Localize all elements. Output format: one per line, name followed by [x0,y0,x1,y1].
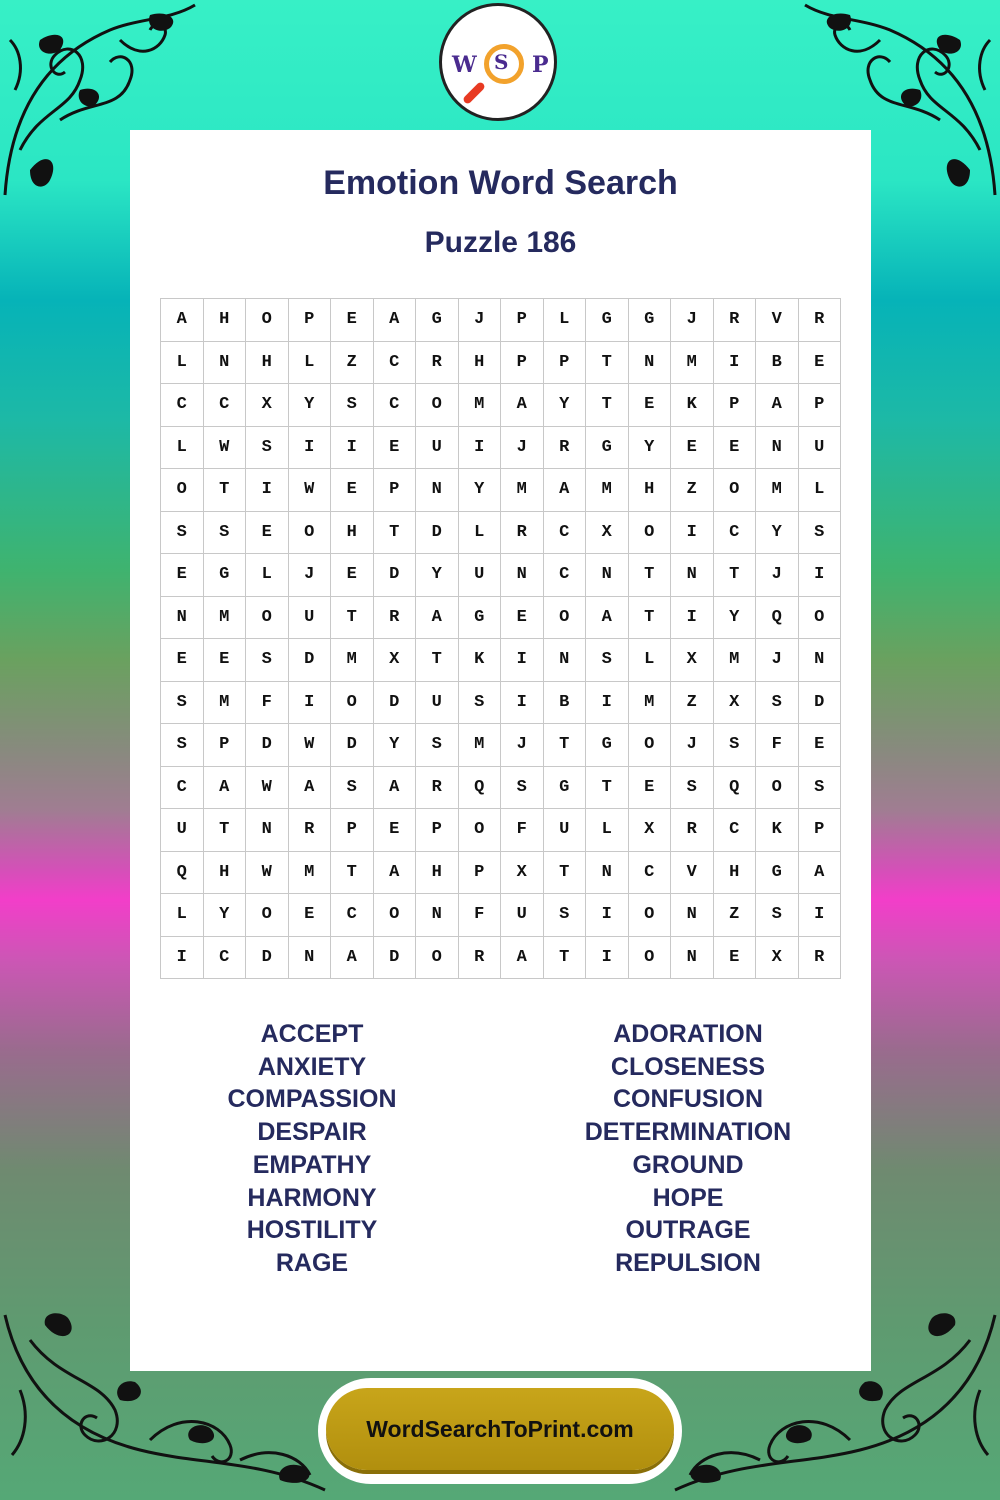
grid-cell[interactable]: I [586,937,629,980]
grid-cell[interactable]: N [289,937,332,980]
grid-cell[interactable]: N [161,597,204,640]
grid-cell[interactable]: O [246,299,289,342]
grid-cell[interactable]: W [289,469,332,512]
grid-cell[interactable]: U [161,809,204,852]
grid-cell[interactable]: C [204,937,247,980]
grid-cell[interactable]: H [331,512,374,555]
page-title: Emotion Word Search [323,164,678,202]
grid-cell[interactable]: O [416,384,459,427]
grid-cell[interactable]: A [544,469,587,512]
grid-cell[interactable]: U [501,894,544,937]
grid-cell[interactable]: T [629,554,672,597]
grid-cell[interactable]: A [501,384,544,427]
grid-cell[interactable]: S [756,894,799,937]
grid-cell[interactable]: I [501,682,544,725]
grid-cell[interactable]: D [799,682,842,725]
grid-cell[interactable]: E [374,809,417,852]
grid-cell[interactable]: D [246,937,289,980]
grid-cell[interactable]: S [586,639,629,682]
grid-cell[interactable]: L [161,427,204,470]
grid-cell[interactable]: O [799,597,842,640]
grid-cell[interactable]: J [671,724,714,767]
grid-cell[interactable]: P [501,342,544,385]
puzzle-sheet [130,130,871,1371]
grid-cell[interactable]: I [459,427,502,470]
grid-cell[interactable]: I [671,597,714,640]
grid-cell[interactable]: O [161,469,204,512]
grid-cell[interactable]: C [161,384,204,427]
grid-cell[interactable]: M [459,724,502,767]
grid-cell[interactable]: F [246,682,289,725]
grid-cell[interactable]: D [331,724,374,767]
grid-cell[interactable]: S [331,384,374,427]
grid-cell[interactable]: T [629,597,672,640]
grid-cell[interactable]: I [799,554,842,597]
grid-cell[interactable]: A [289,767,332,810]
grid-cell[interactable]: L [289,342,332,385]
grid-cell[interactable]: O [756,767,799,810]
grid-cell[interactable]: T [204,809,247,852]
grid-cell[interactable]: S [331,767,374,810]
grid-cell[interactable]: I [161,937,204,980]
grid-cell[interactable]: O [544,597,587,640]
grid-cell[interactable]: R [416,767,459,810]
grid-cell[interactable]: J [501,724,544,767]
grid-cell[interactable]: O [629,894,672,937]
grid-cell[interactable]: E [629,767,672,810]
grid-cell[interactable]: R [416,342,459,385]
grid-cell[interactable]: O [629,937,672,980]
grid-cell[interactable]: U [799,427,842,470]
grid-cell[interactable]: H [459,342,502,385]
grid-cell[interactable]: S [161,682,204,725]
grid-cell[interactable]: S [459,682,502,725]
grid-cell[interactable]: O [246,894,289,937]
grid-cell[interactable]: X [246,384,289,427]
word-item: DETERMINATION [584,1118,792,1147]
grid-cell[interactable]: N [629,342,672,385]
word-item: RAGE [275,1248,349,1277]
grid-cell[interactable]: Z [331,342,374,385]
grid-cell[interactable]: C [714,512,757,555]
grid-cell[interactable]: Y [374,724,417,767]
word-item: EMPATHY [252,1150,372,1179]
grid-cell[interactable]: Z [714,894,757,937]
word-item: REPULSION [615,1248,761,1277]
grid-cell[interactable]: R [544,427,587,470]
grid-cell[interactable]: A [374,767,417,810]
grid-cell[interactable]: S [161,512,204,555]
grid-cell[interactable]: X [756,937,799,980]
grid-cell[interactable]: T [331,597,374,640]
grid-cell[interactable]: S [756,682,799,725]
grid-cell[interactable]: I [671,512,714,555]
grid-cell[interactable]: K [459,639,502,682]
grid-cell[interactable]: A [756,384,799,427]
grid-cell[interactable]: Q [714,767,757,810]
grid-cell[interactable]: W [246,852,289,895]
grid-cell[interactable]: I [289,427,332,470]
grid-cell[interactable]: Y [416,554,459,597]
grid-cell[interactable]: A [416,597,459,640]
grid-cell[interactable]: R [799,299,842,342]
grid-cell[interactable]: L [799,469,842,512]
grid-cell[interactable]: S [204,512,247,555]
grid-cell[interactable]: G [416,299,459,342]
grid-cell[interactable]: T [544,852,587,895]
grid-cell[interactable]: I [586,894,629,937]
grid-cell[interactable]: F [756,724,799,767]
word-list-left [132,1018,492,1280]
grid-cell[interactable]: T [714,554,757,597]
grid-cell[interactable]: H [629,469,672,512]
grid-cell[interactable]: O [289,512,332,555]
grid-cell[interactable]: I [586,682,629,725]
grid-cell[interactable]: T [331,852,374,895]
grid-cell[interactable]: O [246,597,289,640]
grid-cell[interactable]: G [586,299,629,342]
grid-cell[interactable]: C [204,384,247,427]
grid-cell[interactable]: P [501,299,544,342]
grid-cell[interactable]: W [246,767,289,810]
grid-cell[interactable]: U [459,554,502,597]
grid-cell[interactable]: Y [714,597,757,640]
wsp-logo[interactable] [439,3,557,121]
grid-cell[interactable]: E [799,724,842,767]
grid-cell[interactable]: M [459,384,502,427]
grid-cell[interactable]: X [714,682,757,725]
grid-cell[interactable]: R [374,597,417,640]
grid-cell[interactable]: M [671,342,714,385]
grid-cell[interactable]: S [246,639,289,682]
word-item: ANXIETY [257,1052,367,1081]
grid-cell[interactable]: E [161,554,204,597]
grid-cell[interactable]: Y [544,384,587,427]
grid-cell[interactable]: M [714,639,757,682]
grid-cell[interactable]: E [714,427,757,470]
grid-cell[interactable]: I [246,469,289,512]
grid-cell[interactable]: P [714,384,757,427]
grid-cell[interactable]: S [671,767,714,810]
grid-cell[interactable]: E [161,639,204,682]
grid-cell[interactable]: O [331,682,374,725]
grid-cell[interactable]: J [671,299,714,342]
word-item: HOSTILITY [246,1216,378,1245]
grid-cell[interactable]: N [246,809,289,852]
grid-cell[interactable]: H [204,852,247,895]
grid-cell[interactable]: E [714,937,757,980]
logo-letter-p: P [532,52,549,78]
magnifier-handle [462,81,486,105]
puzzle-number: Puzzle 186 [424,226,577,259]
grid-cell[interactable]: J [756,554,799,597]
word-item: ADORATION [613,1020,763,1048]
grid-cell[interactable]: K [756,809,799,852]
grid-cell[interactable]: P [331,809,374,852]
word-item: OUTRAGE [625,1216,751,1245]
grid-cell[interactable]: C [629,852,672,895]
grid-cell[interactable]: M [204,597,247,640]
grid-cell[interactable]: C [161,767,204,810]
grid-cell[interactable]: F [501,809,544,852]
grid-cell[interactable]: R [671,809,714,852]
grid-cell[interactable]: A [204,767,247,810]
grid-cell[interactable]: O [374,894,417,937]
grid-cell[interactable]: M [289,852,332,895]
grid-cell[interactable]: U [416,427,459,470]
grid-cell[interactable]: X [671,639,714,682]
grid-cell[interactable]: D [374,554,417,597]
grid-cell[interactable]: N [799,639,842,682]
grid-cell[interactable]: C [714,809,757,852]
grid-cell[interactable]: W [289,724,332,767]
grid-cell[interactable]: L [161,342,204,385]
grid-cell[interactable]: J [756,639,799,682]
grid-cell[interactable]: H [714,852,757,895]
grid-cell[interactable]: V [671,852,714,895]
grid-cell[interactable]: X [374,639,417,682]
grid-cell[interactable]: E [629,384,672,427]
word-item: GROUND [632,1150,744,1179]
grid-cell[interactable]: E [671,427,714,470]
grid-cell[interactable]: T [544,724,587,767]
grid-cell[interactable]: T [586,384,629,427]
grid-cell[interactable]: P [544,342,587,385]
grid-cell[interactable]: J [501,427,544,470]
grid-cell[interactable]: M [331,639,374,682]
grid-cell[interactable]: E [204,639,247,682]
grid-cell[interactable]: S [501,767,544,810]
grid-cell[interactable]: C [374,342,417,385]
grid-cell[interactable]: N [416,894,459,937]
site-link-button[interactable] [318,1378,682,1484]
grid-cell[interactable]: C [544,512,587,555]
grid-cell[interactable]: X [629,809,672,852]
grid-cell[interactable]: Q [459,767,502,810]
grid-cell[interactable]: N [416,469,459,512]
grid-cell[interactable]: M [756,469,799,512]
word-item: HARMONY [247,1183,377,1212]
grid-cell[interactable]: P [374,469,417,512]
grid-cell[interactable]: E [289,894,332,937]
grid-cell[interactable]: A [799,852,842,895]
grid-cell[interactable]: P [799,809,842,852]
grid-cell[interactable]: C [331,894,374,937]
grid-cell[interactable]: U [289,597,332,640]
grid-cell[interactable]: B [544,682,587,725]
grid-cell[interactable]: R [501,512,544,555]
grid-cell[interactable]: O [416,937,459,980]
grid-cell[interactable]: G [459,597,502,640]
logo-letter-s: S [494,50,509,74]
grid-cell[interactable]: S [161,724,204,767]
grid-cell[interactable]: K [671,384,714,427]
grid-cell[interactable]: N [501,554,544,597]
grid-cell[interactable]: J [289,554,332,597]
grid-cell[interactable]: T [204,469,247,512]
grid-cell[interactable]: O [629,512,672,555]
grid-cell[interactable]: M [629,682,672,725]
grid-cell[interactable]: P [799,384,842,427]
grid-cell[interactable]: N [671,894,714,937]
grid-cell[interactable]: A [374,299,417,342]
grid-cell[interactable]: I [289,682,332,725]
grid-cell[interactable]: S [799,767,842,810]
grid-cell[interactable]: C [374,384,417,427]
grid-cell[interactable]: G [204,554,247,597]
word-item: DESPAIR [257,1118,367,1147]
grid-cell[interactable]: N [204,342,247,385]
grid-cell[interactable]: Y [204,894,247,937]
grid-cell[interactable]: I [799,894,842,937]
word-item: CONFUSION [613,1085,763,1114]
grid-cell[interactable]: N [586,554,629,597]
grid-cell[interactable]: L [161,894,204,937]
grid-cell[interactable]: E [246,512,289,555]
grid-cell[interactable]: Z [671,469,714,512]
grid-cell[interactable]: L [246,554,289,597]
grid-cell[interactable]: Q [756,597,799,640]
grid-cell[interactable]: G [629,299,672,342]
grid-cell[interactable]: T [586,342,629,385]
grid-cell[interactable]: L [544,299,587,342]
letter-grid [160,298,841,979]
grid-cell[interactable]: J [459,299,502,342]
grid-cell[interactable]: A [331,937,374,980]
grid-cell[interactable]: A [161,299,204,342]
grid-cell[interactable]: T [416,639,459,682]
grid-cell[interactable]: Y [629,427,672,470]
grid-cell[interactable]: E [374,427,417,470]
grid-cell[interactable]: Z [671,682,714,725]
grid-cell[interactable]: L [459,512,502,555]
word-item: HOPE [652,1183,724,1212]
grid-cell[interactable]: Q [161,852,204,895]
word-item: CLOSENESS [610,1052,766,1081]
grid-cell[interactable]: G [544,767,587,810]
grid-cell[interactable]: G [756,852,799,895]
grid-cell[interactable]: F [459,894,502,937]
grid-cell[interactable]: R [459,937,502,980]
grid-cell[interactable]: I [331,427,374,470]
site-link-label: WordSearchToPrint.com [326,1388,674,1470]
grid-cell[interactable]: M [501,469,544,512]
grid-cell[interactable]: P [204,724,247,767]
grid-cell[interactable]: D [289,639,332,682]
grid-cell[interactable]: N [586,852,629,895]
grid-cell[interactable]: G [586,724,629,767]
grid-cell[interactable]: S [416,724,459,767]
grid-cell[interactable]: P [289,299,332,342]
grid-cell[interactable]: V [756,299,799,342]
grid-cell[interactable]: N [756,427,799,470]
grid-cell[interactable]: N [671,937,714,980]
grid-cell[interactable]: S [544,894,587,937]
grid-cell[interactable]: O [629,724,672,767]
grid-cell[interactable]: N [544,639,587,682]
grid-cell[interactable]: Y [289,384,332,427]
grid-cell[interactable]: U [544,809,587,852]
grid-cell[interactable]: G [586,427,629,470]
grid-cell[interactable]: D [416,512,459,555]
grid-cell[interactable]: I [714,342,757,385]
grid-cell[interactable]: O [459,809,502,852]
grid-cell[interactable]: L [629,639,672,682]
grid-cell[interactable]: M [204,682,247,725]
word-item: ACCEPT [260,1020,364,1048]
grid-cell[interactable]: A [586,597,629,640]
grid-cell[interactable]: R [289,809,332,852]
grid-cell[interactable]: C [544,554,587,597]
grid-cell[interactable]: E [799,342,842,385]
grid-cell[interactable]: B [756,342,799,385]
word-item: COMPASSION [227,1085,397,1114]
grid-cell[interactable]: O [714,469,757,512]
grid-cell[interactable]: X [586,512,629,555]
grid-cell[interactable]: A [374,852,417,895]
grid-cell[interactable]: E [331,469,374,512]
grid-cell[interactable]: I [501,639,544,682]
grid-cell[interactable]: H [246,342,289,385]
grid-cell[interactable]: U [416,682,459,725]
grid-cell[interactable]: H [204,299,247,342]
grid-cell[interactable]: E [331,299,374,342]
grid-cell[interactable]: D [246,724,289,767]
grid-cell[interactable]: Y [756,512,799,555]
grid-cell[interactable]: E [331,554,374,597]
grid-cell[interactable]: S [246,427,289,470]
grid-cell[interactable]: T [544,937,587,980]
grid-cell[interactable]: P [459,852,502,895]
word-list-right [508,1018,868,1280]
grid-cell[interactable]: T [586,767,629,810]
grid-cell[interactable]: N [671,554,714,597]
grid-cell[interactable]: L [586,809,629,852]
grid-cell[interactable]: X [501,852,544,895]
grid-cell[interactable]: Y [459,469,502,512]
grid-cell[interactable]: R [799,937,842,980]
grid-cell[interactable]: E [501,597,544,640]
grid-cell[interactable]: T [374,512,417,555]
grid-cell[interactable]: S [799,512,842,555]
logo-letter-w: W [452,52,477,78]
grid-cell[interactable]: D [374,682,417,725]
grid-cell[interactable]: S [714,724,757,767]
grid-cell[interactable]: R [714,299,757,342]
grid-cell[interactable]: A [501,937,544,980]
grid-cell[interactable]: H [416,852,459,895]
grid-cell[interactable]: D [374,937,417,980]
grid-cell[interactable]: P [416,809,459,852]
grid-cell[interactable]: M [586,469,629,512]
grid-cell[interactable]: W [204,427,247,470]
